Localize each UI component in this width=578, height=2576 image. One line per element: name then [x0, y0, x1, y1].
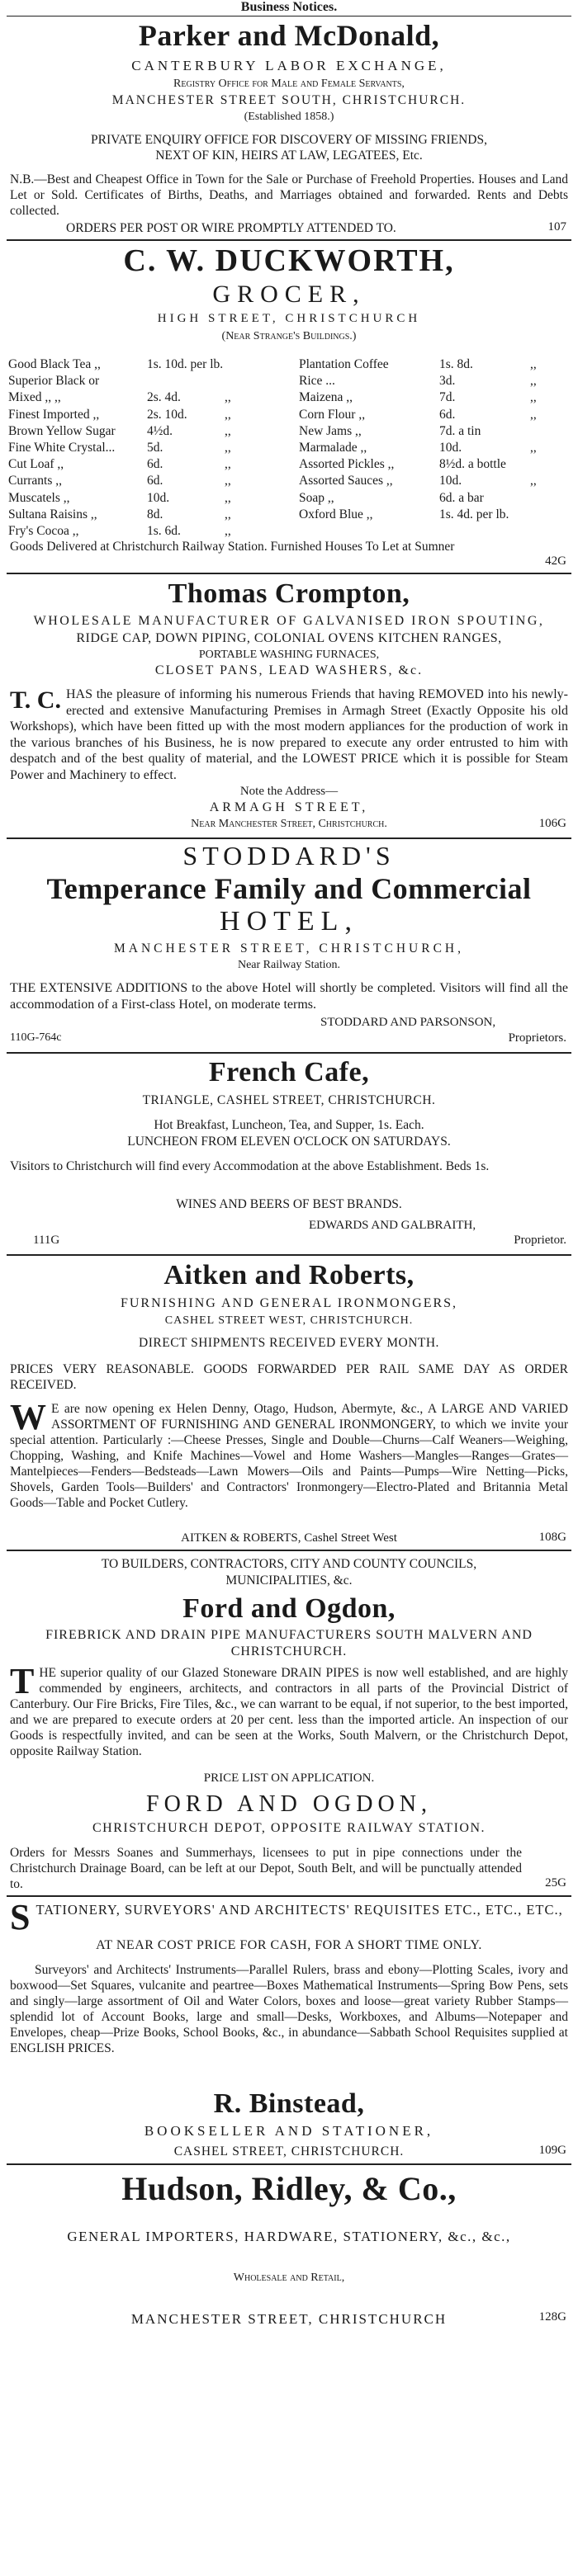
stoddard-proprietors: STODDARD AND PARSONSON,	[320, 1016, 496, 1029]
crompton-near: Near Manchester Street, Christchurch.	[191, 818, 387, 830]
ford-ref: 25G	[545, 1876, 566, 1890]
binstead-ref: 109G	[538, 2144, 566, 2157]
divider	[7, 1254, 571, 1256]
item-price: 6d.	[147, 457, 163, 472]
item-price: 6d.	[147, 474, 163, 488]
crompton-line3: PORTABLE WASHING FURNACES,	[198, 649, 380, 661]
duckworth-title: C. W. DUCKWORTH,	[123, 243, 455, 278]
item-unit: ,,	[225, 457, 231, 472]
crompton-line1: WHOLESALE MANUFACTURER OF GALVANISED IRON SPOUTING,	[33, 614, 545, 628]
dropcap: S	[10, 1897, 31, 1937]
item-name: Soap ,,	[299, 490, 334, 505]
item-name: Cut Loaf ,,	[8, 457, 64, 472]
item-price: 6d.	[439, 407, 456, 422]
price-item	[299, 456, 571, 473]
price-item	[8, 407, 293, 423]
parker-subtitle: CANTERBURY LABOR EXCHANGE,	[131, 58, 447, 73]
stoddard-proprietors-label: Proprietors.	[508, 1031, 566, 1045]
stationery-head-block	[10, 1897, 568, 1937]
item-name: New Jams ,,	[299, 423, 362, 438]
item-price: 10d.	[147, 490, 170, 505]
french-line4: WINES AND BEERS OF BEST BRANDS.	[176, 1197, 402, 1211]
aitken-ref: 108G	[538, 1531, 566, 1544]
item-unit: ,,	[225, 440, 231, 455]
item-unit: ,,	[225, 474, 231, 488]
hudson-address: MANCHESTER STREET, CHRISTCHURCH	[130, 2311, 448, 2327]
item-price: 1s. 6d.	[147, 523, 181, 538]
duckworth-building: (Near Strange's Buildings.)	[221, 330, 357, 342]
item-unit: ,,	[530, 357, 537, 371]
divider	[7, 16, 571, 17]
divider	[7, 1895, 571, 1897]
item-name: Sultana Raisins ,,	[8, 507, 97, 521]
parker-address: MANCHESTER STREET SOUTH, CHRISTCHURCH.	[111, 93, 467, 107]
item-name: Assorted Pickles ,,	[299, 457, 395, 472]
price-item	[299, 356, 571, 373]
price-item	[8, 440, 293, 456]
divider	[7, 573, 571, 574]
dropcap: T	[10, 1661, 35, 1701]
item-name: Mixed ,, ,,	[8, 390, 61, 405]
aitken-line2: CASHEL STREET WEST, CHRISTCHURCH.	[164, 1314, 414, 1327]
price-item	[299, 490, 571, 507]
page-header: Business Notices.	[240, 0, 338, 14]
ford-title: Ford and Ogdon,	[182, 1593, 396, 1624]
ford-price: PRICE LIST ON APPLICATION.	[203, 1772, 375, 1785]
price-item	[299, 423, 571, 440]
ford-intro: TO BUILDERS, CONTRACTORS, CITY AND COUNTY COUNCILS, MUNICIPALITIES, &c.	[101, 1557, 477, 1588]
divider	[7, 239, 571, 241]
parker-orders: ORDERS PER POST OR WIRE PROMPTLY ATTENDED TO.	[66, 221, 396, 235]
item-unit: ,,	[225, 423, 231, 438]
item-name: Plantation Coffee	[299, 357, 389, 371]
ford-title2: FORD AND OGDON,	[146, 1791, 432, 1817]
stoddard-name: STODDARD'S	[182, 841, 396, 870]
ford-depot: CHRISTCHURCH DEPOT, OPPOSITE RAILWAY STATION.	[92, 1821, 486, 1835]
crompton-line4: CLOSET PANS, LEAD WASHERS, &c.	[154, 663, 424, 677]
item-unit: ,,	[225, 523, 231, 538]
item-price: 10d.	[439, 474, 462, 488]
crompton-ref: 106G	[538, 817, 566, 830]
crompton-body-block	[10, 686, 568, 783]
french-line1: Hot Breakfast, Luncheon, Tea, and Supper, 1s. Each.	[154, 1118, 424, 1132]
item-unit: ,,	[225, 490, 231, 505]
item-price: 1s. 8d.	[439, 357, 473, 371]
item-name: Currants ,,	[8, 474, 63, 488]
duckworth-footer: Goods Delivered at Christchurch Railway Station. Furnished Houses To Let at Sumner	[10, 540, 455, 554]
item-name: Finest Imported ,,	[8, 407, 100, 422]
price-item	[299, 407, 571, 423]
item-name: Corn Flour ,,	[299, 407, 366, 422]
item-price: 2s. 4d.	[147, 390, 181, 405]
divider	[7, 1052, 571, 1054]
item-price: 1s. 10d. per lb.	[147, 357, 224, 371]
price-item	[8, 373, 293, 389]
french-proprietor-label: Proprietor.	[514, 1234, 566, 1247]
item-price: 3d.	[439, 374, 456, 389]
ford-line1: FIREBRICK AND DRAIN PIPE MANUFACTURERS SOUTH MALVERN AND CHRISTCHURCH.	[45, 1628, 533, 1658]
item-unit: ,,	[225, 390, 231, 405]
item-price: 7d.	[439, 390, 456, 405]
item-unit: ,,	[530, 440, 537, 455]
stationery-line1: TATIONERY, SURVEYORS' AND ARCHITECTS' REQUISITES ETC., ETC., ETC.,	[36, 1902, 563, 1918]
hudson-line1: GENERAL IMPORTERS, HARDWARE, STATIONERY, &c., &c.,	[67, 2229, 511, 2244]
item-price: 1s. 4d. per lb.	[439, 507, 509, 521]
item-price: 10d.	[439, 440, 462, 455]
french-proprietor-names: EDWARDS AND GALBRAITH,	[309, 1219, 476, 1232]
item-name: Brown Yellow Sugar	[8, 423, 116, 438]
hudson-line2: Wholesale and Retail,	[233, 2272, 345, 2284]
price-item	[299, 389, 571, 406]
french-title: French Cafe,	[208, 1057, 370, 1087]
french-address: TRIANGLE, CASHEL STREET, CHRISTCHURCH.	[142, 1093, 436, 1107]
price-item	[299, 473, 571, 489]
stoddard-title: Temperance Family and Commercial	[46, 872, 532, 905]
ford-body-block	[10, 1661, 568, 1759]
item-unit: ,,	[530, 407, 537, 422]
stationery-line2: AT NEAR COST PRICE FOR CASH, FOR A SHORT TIME ONLY.	[96, 1938, 482, 1952]
aitken-line4: PRICES VERY REASONABLE. GOODS FORWARDED PER RAIL SAME DAY AS ORDER RECEIVED.	[10, 1362, 568, 1392]
parker-private-1: PRIVATE ENQUIRY OFFICE FOR DISCOVERY OF MISSING FRIENDS,	[90, 133, 487, 147]
crompton-note: Note the Address—	[239, 785, 339, 798]
item-name: Oxford Blue ,,	[299, 507, 373, 521]
crompton-body: HAS the pleasure of informing his numerous Friends that having REMOVED into his newly-erected and extensive Manufacturing Premises in Armagh Street (Exactly Opposite his old Workshops), which have been fitted up with the most modern appliances for the production of work in the various branches of his Business, he is now prepared to execute any order entrusted to him with despatch and of the best quality of material, and the LOWEST PRICE which it is possible for Steam Power and Machinery to effect.	[10, 687, 568, 782]
item-name: Maizena ,,	[299, 390, 353, 405]
binstead-trade: BOOKSELLER AND STATIONER,	[144, 2123, 434, 2139]
price-item	[8, 523, 293, 540]
french-ref: 111G	[33, 1234, 60, 1247]
price-item	[8, 473, 293, 489]
item-price: 8½d. a bottle	[439, 457, 506, 472]
crompton-line2: RIDGE CAP, DOWN PIPING, COLONIAL OVENS KITCHEN RANGES,	[76, 631, 502, 645]
item-price: 5d.	[147, 440, 163, 455]
item-unit: ,,	[530, 374, 537, 389]
item-name: Fine White Crystal...	[8, 440, 116, 455]
dropcap: T. C.	[10, 686, 61, 714]
price-item	[299, 440, 571, 456]
item-price: 6d. a bar	[439, 490, 484, 505]
price-item	[8, 389, 293, 406]
stoddard-hotel: HOTEL,	[220, 906, 358, 937]
aitken-title: Aitken and Roberts,	[163, 1260, 415, 1290]
hudson-title: Hudson, Ridley, & Co.,	[121, 2170, 457, 2207]
item-unit: ,,	[530, 390, 537, 405]
item-price: 4½d.	[147, 423, 173, 438]
price-item	[299, 507, 571, 523]
dropcap: W	[10, 1397, 46, 1437]
item-name: Rice ...	[299, 374, 335, 389]
french-line3: Visitors to Christchurch will find every Accommodation at the above Establishment. Beds 1s.	[10, 1159, 490, 1173]
divider	[7, 1550, 571, 1551]
stoddard-body: THE EXTENSIVE ADDITIONS to the above Hotel will shortly be completed. Visitors will find all the accommodation of a First-class Hotel, on moderate terms.	[10, 981, 568, 1012]
item-unit: ,,	[225, 507, 231, 521]
binstead-title: R. Binstead,	[213, 2088, 365, 2119]
price-item	[8, 356, 293, 373]
item-name: Fry's Cocoa ,,	[8, 523, 79, 538]
crompton-title: Thomas Crompton,	[168, 578, 410, 609]
stoddard-near: Near Railway Station.	[237, 959, 341, 971]
item-name: Good Black Tea ,,	[8, 357, 101, 371]
stationery-body: Surveyors' and Architects' Instruments—Parallel Rulers, brass and ebony—Plotting Scales, ivory and boxwood—Set Squares, vulcanite and peartree—Boxes Mathematical Instruments—Spring Bow Pens, sets and singly—large assortment of Oil and Water Colors, boxes and loose—great variety Rubber Stamps—splendid lot of Account Books, large and small—Desks, Workboxes, and Albums—Notepaper and Envelopes, cheap—Prize Books, School Books, &c., in abundance—Sabbath School Requisites supplied at ENGLISH PRICES.	[10, 1963, 568, 2055]
item-price: 2s. 10d.	[147, 407, 187, 422]
parker-established: (Established 1858.)	[244, 111, 334, 123]
divider	[7, 837, 571, 839]
price-list-left	[8, 356, 293, 540]
parker-ref: 107	[547, 220, 566, 234]
item-name: Superior Black or	[8, 374, 100, 389]
crompton-street: ARMAGH STREET,	[209, 800, 369, 814]
price-item	[299, 373, 571, 389]
divider	[7, 2163, 571, 2165]
duckworth-address: HIGH STREET, CHRISTCHURCH	[157, 312, 421, 325]
aitken-body-block	[10, 1397, 568, 1511]
aitken-signature: AITKEN & ROBERTS, Cashel Street West	[181, 1531, 397, 1545]
aitken-body: E are now opening ex Helen Denny, Otago, Hudson, Abermyte, &c., A LARGE AND VARIED ASSORTMENT OF FURNISHING AND GENERAL IRONMONGERY, to which we invite your special attention. Particularly :—Cheese Presses, Single and Double—Churns—Calf Weaners—Weighing, Chopping, Washing, and Knife Machines—Vowel and Home Washers—Mangles—Ranges—Grates—Mantelpieces—Fenders—Bedsteads—Lawn Mowers—Oils and Paints—Pumps—Wire Netting—Picks, Shovels, Garden Tools—Builders' and Contractors' Ironmongery—Electro-Plated and Britannia Metal Goods—Table and Pocket Cutlery.	[10, 1402, 568, 1510]
stoddard-ref: 110G-764c	[10, 1031, 62, 1044]
ford-body: HE superior quality of our Glazed Stoneware DRAIN PIPES is now well established, and are highly commended by engineers, architects, and contractors in all parts of the Provincial District of Canterbury. Our Fire Bricks, Fire Tiles, &c., we can warrant to be equal, if not superior, to the best imported, and we are prepared to execute orders at 20 per cent. less than the imported article. An inspection of our Goods is respectfully invited, and can be seen at the Works, South Malvern, or the Christchurch Depot, opposite Railway Station.	[10, 1666, 568, 1758]
ford-body2: Orders for Messrs Soanes and Summerhays, licensees to put in pipe connections under the Christchurch Drainage Board, can be left at our Depot, South Belt, and will be punctually attended to.	[10, 1846, 522, 1891]
item-unit: ,,	[530, 474, 537, 488]
parker-registry: Registry Office for Male and Female Servants,	[173, 78, 405, 90]
parker-private-2: NEXT OF KIN, HEIRS AT LAW, LEGATEES, Etc.	[155, 149, 423, 163]
stoddard-address: MANCHESTER STREET, CHRISTCHURCH,	[114, 941, 464, 955]
item-name: Marmalade ,,	[299, 440, 367, 455]
binstead-address: CASHEL STREET, CHRISTCHURCH.	[173, 2144, 405, 2158]
item-name: Muscatels ,,	[8, 490, 70, 505]
price-item	[8, 507, 293, 523]
item-name: Assorted Sauces ,,	[299, 474, 393, 488]
price-item	[8, 490, 293, 507]
item-price: 8d.	[147, 507, 163, 521]
price-item	[8, 423, 293, 440]
aitken-line3: DIRECT SHIPMENTS RECEIVED EVERY MONTH.	[139, 1336, 439, 1350]
item-unit: ,,	[225, 407, 231, 422]
parker-nb: N.B.—Best and Cheapest Office in Town for the Sale or Purchase of Freehold Properties. Houses and Land Let or Sold. Certificates of Births, Deaths, and Marriages obtained and forwarded. Rents and Debts collected.	[10, 172, 568, 218]
french-line2: LUNCHEON FROM ELEVEN O'CLOCK ON SATURDAYS.	[127, 1135, 451, 1149]
parker-title: Parker and McDonald,	[138, 19, 440, 52]
aitken-line1: FURNISHING AND GENERAL IRONMONGERS,	[120, 1296, 458, 1310]
duckworth-ref: 42G	[545, 554, 566, 568]
duckworth-subtitle: GROCER,	[212, 281, 366, 308]
hudson-ref: 128G	[538, 2310, 566, 2324]
price-item	[8, 456, 293, 473]
item-price: 7d. a tin	[439, 423, 481, 438]
price-list-right	[299, 356, 571, 523]
